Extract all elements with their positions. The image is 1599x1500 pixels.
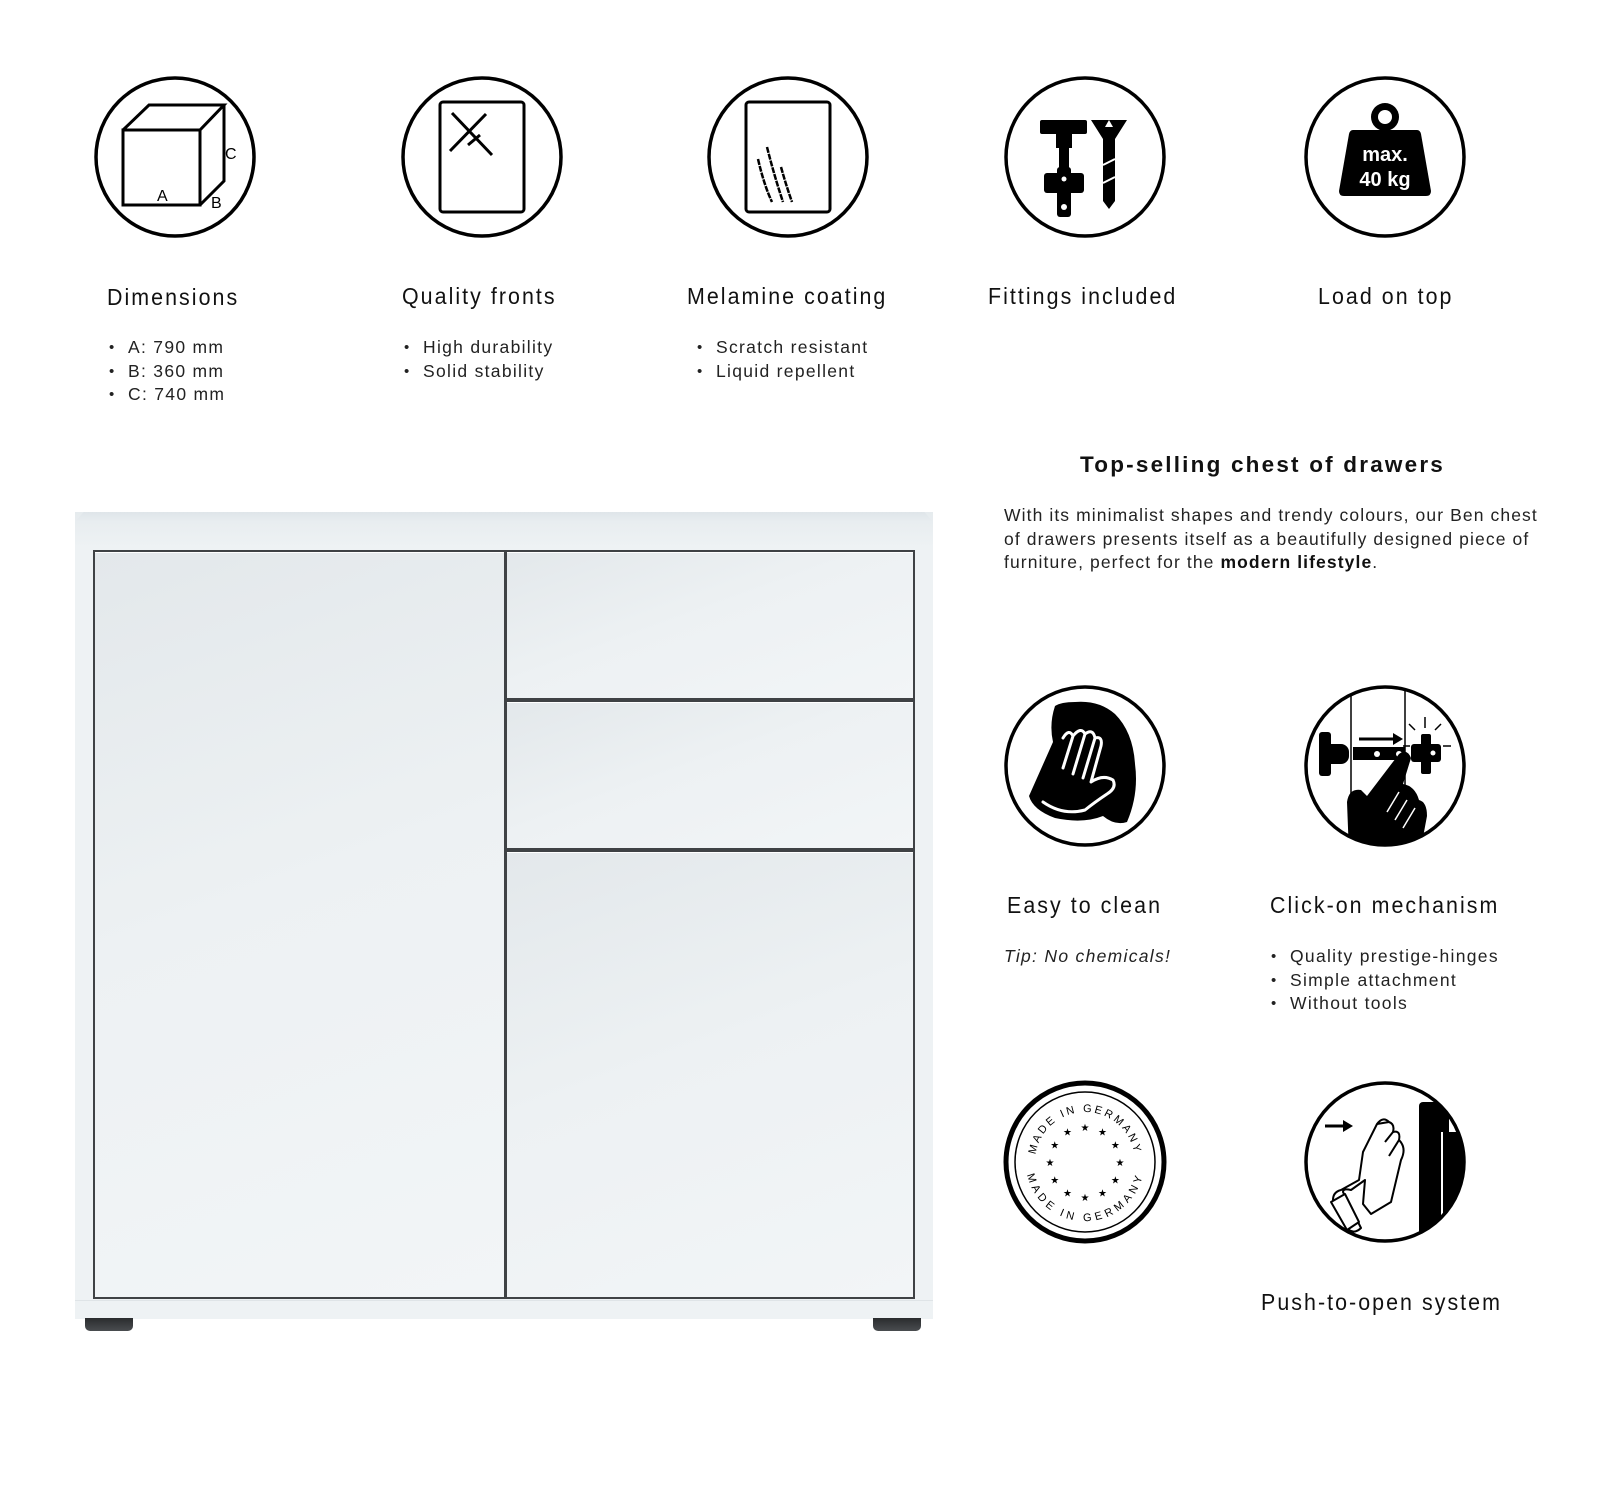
svg-text:MADE IN GERMANY: MADE IN GERMANY	[1026, 1102, 1144, 1156]
cube-dimensions-icon	[93, 75, 257, 239]
seal-star-icon: ★	[1063, 1188, 1072, 1200]
made-in-germany-seal-icon	[1003, 1080, 1167, 1244]
list-item: • Liquid repellent	[695, 360, 868, 384]
seal-star-icon: ★	[1080, 1123, 1090, 1134]
seal-star-icon: ★	[1063, 1127, 1072, 1139]
feature-title-easy-to-clean: Easy to clean	[1007, 892, 1163, 918]
click-on-mechanism-list	[1269, 945, 1499, 1016]
feature-title-melamine-coating: Melamine coating	[687, 283, 888, 309]
svg-text:B: B	[211, 195, 222, 212]
cabinet-drawer-top	[507, 552, 913, 698]
list-item: • High durability	[402, 336, 553, 360]
quality-fronts-list	[402, 336, 553, 383]
list-item: • C: 740 mm	[107, 383, 225, 407]
cleaning-tip: Tip: No chemicals!	[1004, 946, 1172, 966]
weight-icon	[1303, 75, 1467, 239]
list-item: • Without tools	[1269, 992, 1499, 1016]
description-emphasis: modern lifestyle	[1220, 552, 1373, 572]
cabinet-foot-right	[873, 1318, 921, 1331]
seal-star-icon: ★	[1050, 1175, 1060, 1187]
cleaning-hand-icon	[1003, 684, 1167, 848]
melamine-coating-list	[695, 336, 868, 383]
feature-title-fittings-included: Fittings included	[988, 283, 1178, 309]
scratch-marks-icon	[706, 75, 870, 239]
list-item: • Simple attachment	[1269, 969, 1499, 993]
product-headline: Top-selling chest of drawers	[1080, 452, 1445, 477]
feature-title-quality-fronts: Quality fronts	[402, 283, 557, 309]
feature-title-click-on-mechanism: Click-on mechanism	[1270, 892, 1500, 918]
list-item: • Scratch resistant	[695, 336, 868, 360]
cabinet-door-right	[507, 852, 913, 1297]
list-item: • Quality prestige-hinges	[1269, 945, 1499, 969]
scratch-cross-front-icon	[400, 75, 564, 239]
feature-title-load-on-top: Load on top	[1318, 283, 1454, 309]
seal-star-icon: ★	[1098, 1188, 1107, 1200]
seal-star-icon: ★	[1115, 1158, 1125, 1169]
svg-text:A: A	[157, 188, 168, 205]
push-to-open-icon	[1303, 1080, 1467, 1244]
feature-title-push-to-open: Push-to-open system	[1261, 1289, 1502, 1315]
cabinet-door-left	[95, 552, 504, 1297]
feature-title-dimensions: Dimensions	[107, 284, 240, 310]
seal-star-icon: ★	[1050, 1140, 1060, 1152]
svg-text:MADE IN GERMANY: MADE IN GERMANY	[1024, 1171, 1146, 1225]
list-item: • Solid stability	[402, 360, 553, 384]
svg-text:C: C	[225, 146, 237, 163]
seal-star-icon: ★	[1098, 1127, 1107, 1139]
seal-star-icon: ★	[1110, 1175, 1120, 1187]
seal-star-icon: ★	[1045, 1158, 1055, 1169]
cabinet-drawer-middle	[507, 702, 913, 848]
product-description	[1004, 504, 1544, 575]
dimensions-list	[107, 336, 225, 407]
description-end: .	[1372, 552, 1379, 572]
seal-star-icon: ★	[1110, 1140, 1120, 1152]
svg-text:40 kg: 40 kg	[1359, 169, 1411, 191]
cabinet-plinth	[75, 1300, 933, 1319]
seal-star-icon: ★	[1080, 1193, 1090, 1204]
cabinet-top-bevel	[75, 512, 933, 522]
hinge-screw-icon	[1003, 75, 1167, 239]
list-item: • B: 360 mm	[107, 360, 225, 384]
cabinet-foot-left	[85, 1318, 133, 1331]
svg-text:max.: max.	[1362, 144, 1408, 166]
description-text: With its minimalist shapes and trendy colours, our Ben chest of drawers presents itself as a beautifully designed piece of furniture, perfect for the	[1004, 505, 1538, 572]
click-on-hinge-icon	[1303, 684, 1467, 848]
list-item: • A: 790 mm	[107, 336, 225, 360]
